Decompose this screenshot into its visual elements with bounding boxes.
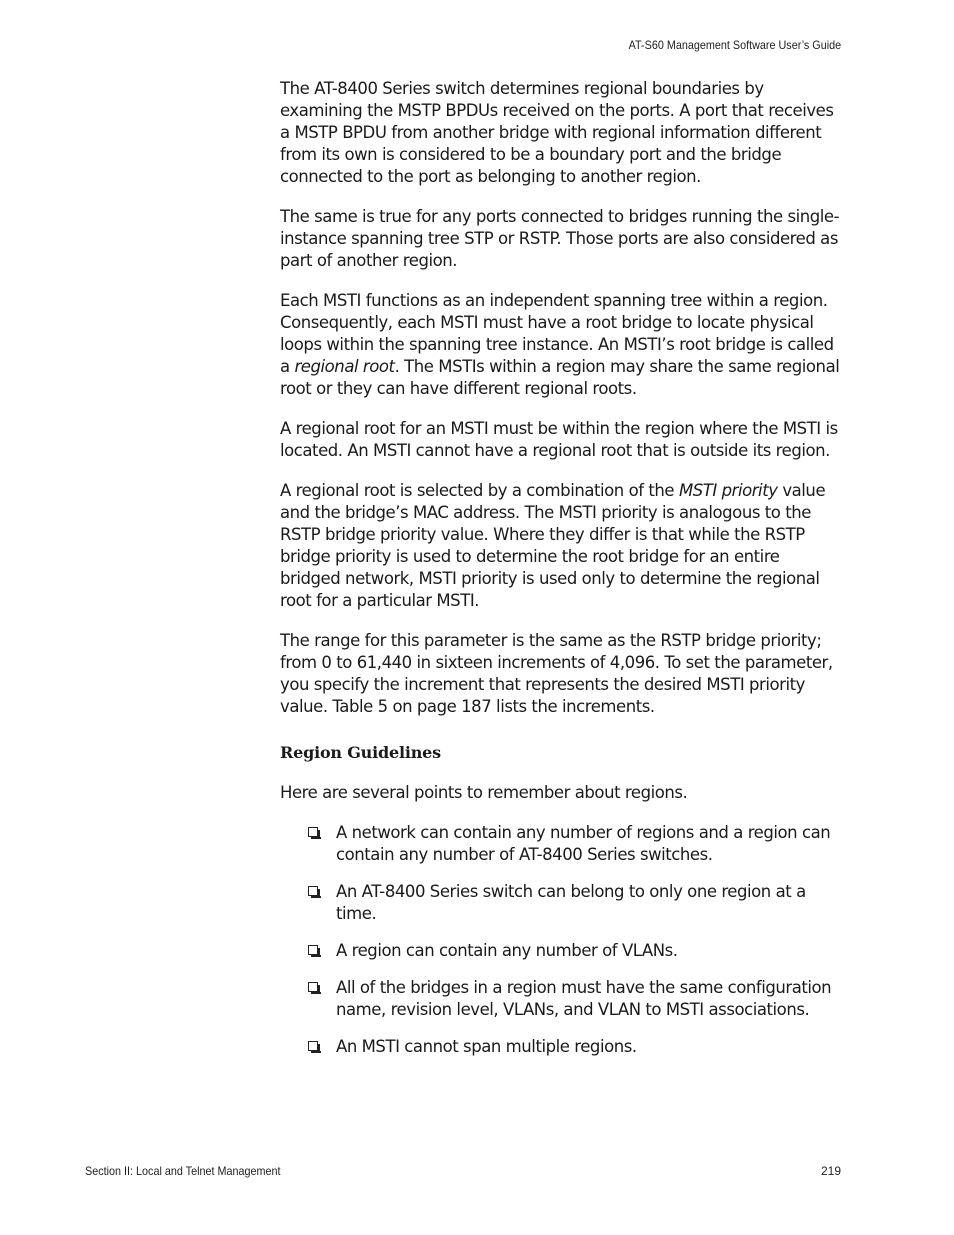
list-item-text: All of the bridges in a region must have the same configuration name, revision level, VLANs, and VLAN to MSTI associations. <box>336 978 832 1019</box>
checkbox-bullet-icon <box>308 1041 318 1051</box>
text-segment: . The MSTIs within a region may share the same regional root or they can have different regional roots. <box>280 357 840 398</box>
text-segment: Each MSTI functions as an independent spanning tree within a region. Consequently, each MSTI must have a root bridge to locate physical loops within the spanning tree instance. An MSTI’s root bridge is called a <box>280 291 834 376</box>
paragraph-regional-root-location: A regional root for an MSTI must be within the region where the MSTI is located. An MSTI cannot have a regional root that is outside its region. <box>280 419 838 460</box>
checkbox-bullet-icon <box>308 827 318 837</box>
paragraph-msti-functions <box>280 290 842 400</box>
list-item <box>308 1036 842 1058</box>
footer-page-number: 219 <box>820 1164 841 1178</box>
region-guidelines-list <box>280 822 842 1058</box>
paragraph-single-instance: The same is true for any ports connected to bridges running the single-instance spanning tree STP or RSTP. Those ports are also considered as part of another region. <box>280 207 840 270</box>
checkbox-bullet-icon <box>308 945 318 955</box>
list-item-text: A network can contain any number of regions and a region can contain any number of AT-8400 Series switches. <box>336 823 831 864</box>
list-item <box>308 822 842 866</box>
paragraph-guidelines-intro: Here are several points to remember about regions. <box>280 783 688 802</box>
paragraph-msti-priority <box>280 480 842 612</box>
main-content <box>280 78 842 1073</box>
text-segment: A regional root is selected by a combination of the <box>280 481 679 500</box>
list-item <box>308 940 842 962</box>
list-item <box>308 977 842 1021</box>
list-item-text: A region can contain any number of VLANs. <box>336 941 678 960</box>
paragraph-priority-range: The range for this parameter is the same as the RSTP bridge priority; from 0 to 61,440 in sixteen increments of 4,096. To set the parameter, you specify the increment that represents the desired MSTI priority value. Table 5 on page 187 lists the increments. <box>280 631 833 716</box>
list-item <box>308 881 842 925</box>
running-header: AT-S60 Management Software User’s Guide <box>628 38 841 52</box>
footer-section-title: Section II: Local and Telnet Management <box>85 1164 281 1178</box>
checkbox-bullet-icon <box>308 886 318 896</box>
text-segment: value and the bridge’s MAC address. The MSTI priority is analogous to the RSTP bridge priority value. Where they differ is that while the RSTP bridge priority is used to determine the root bridge for an entire bridged network, MSTI priority is used only to determine the regional root for a particular MSTI. <box>280 481 826 610</box>
paragraph-regional-boundaries: The AT-8400 Series switch determines regional boundaries by examining the MSTP BPDUs received on the ports. A port that receives a MSTP BPDU from another bridge with regional information different from its own is considered to be a boundary port and the bridge connected to the port as belonging to another region. <box>280 79 834 186</box>
term-msti-priority: MSTI priority <box>678 481 778 500</box>
section-heading-region-guidelines: Region Guidelines <box>280 743 441 762</box>
list-item-text: An MSTI cannot span multiple regions. <box>336 1037 637 1056</box>
checkbox-bullet-icon <box>308 982 318 992</box>
term-regional-root: regional root <box>294 357 395 376</box>
list-item-text: An AT-8400 Series switch can belong to only one region at a time. <box>336 882 806 923</box>
